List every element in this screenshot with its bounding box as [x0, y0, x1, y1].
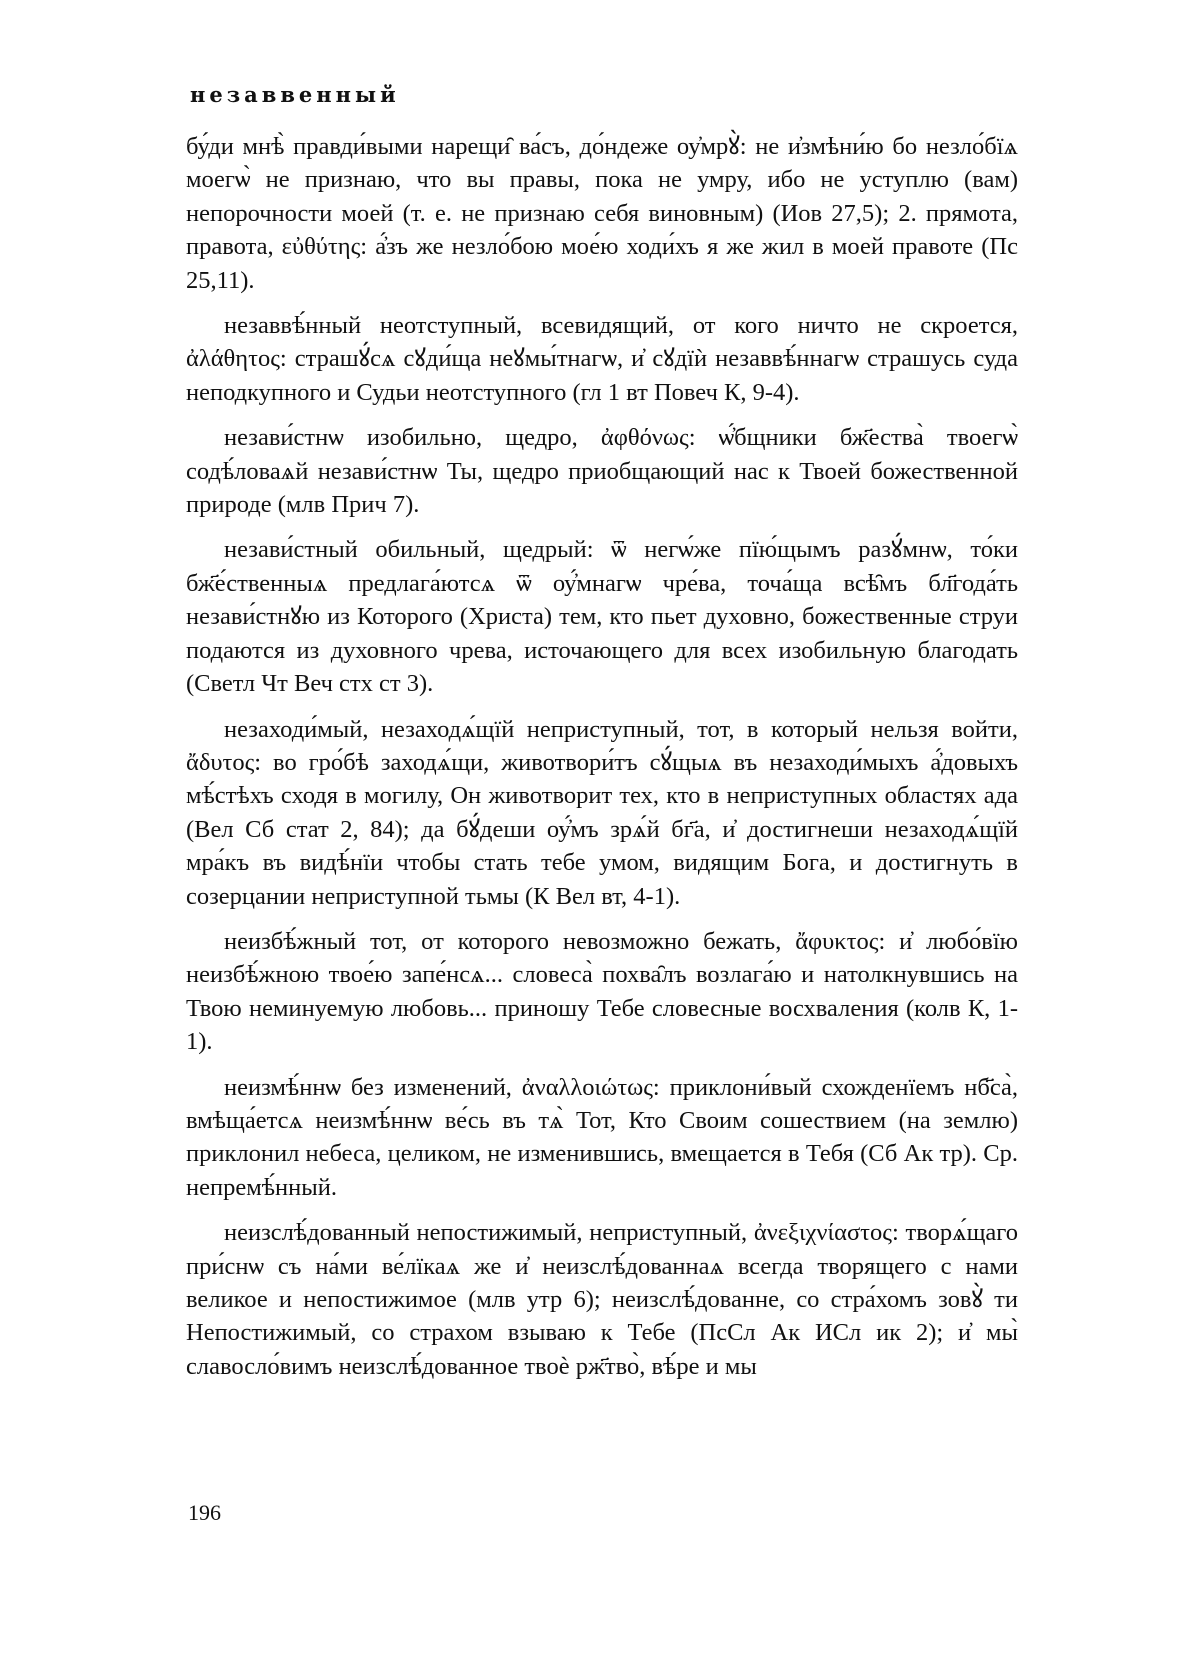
dictionary-entry: незави́стный обильный, щедрый: ѿ негѡ́же пїю́щымъ разꙋ́мнѡ, то́ки бж҃е́ственныѧ предлага́ютсѧ ѿ оу҆́мнагѡ чре́ва, точа́ща всѣ̑мъ бл҃года́ть незави́стнꙋю из Которого (Христа) тем, кто пьет духовно, божественные струи подаются из духовного чрева, источающего для всех изобильную благодать (Светл Чт Веч стх ст 3).: [186, 536, 1018, 698]
running-head: незаввенный: [190, 82, 400, 107]
dictionary-entries: [186, 130, 1018, 1395]
dictionary-entry: неизслѣ́дованный непостижимый, неприступный, ἀνεξιχνίαστος: творѧ́щаго при́снѡ съ на́ми ве́лїкаѧ же и҆ неизслѣ́дованнаѧ всегда творящего с нами великое и непостижимое (млв утр 6); неизслѣ́дованне, со стра́хомъ зовꙋ̀ ти Непостижимый, со страхом взываю к Тебе (ПсСл Ак ИСл ик 2); и҆ мы̀ славосло́вимъ неизслѣ́дованное твоѐ рж҃тво̀, вѣ́ре и мы: [186, 1219, 1018, 1380]
dictionary-entry: незаходи́мый, незаходѧ́щїй неприступный, тот, в который нельзя войти, ἄδυτος: во гро́бѣ заходѧ́щи, животвори́тъ сꙋ́щыѧ въ незаходи́мыхъ а҆́довыхъ мѣ́стѣхъ сходя в могилу, Он животворит тех, кто в неприступных областях ада (Вел Сб стат 2, 84); да бꙋ́деши оу҆́мъ зрѧ́й бг҃а, и҆ достигнеши незаходѧ́щїй мра́къ въ видѣ́нїи чтобы стать тебе умом, видящим Бога, и достигнуть в созерцании неприступной тьмы (К Вел вт, 4-1).: [186, 715, 1018, 910]
dictionary-entry: незави́стнѡ изобильно, щедро, ἀφθόνως: ѡ҆́бщники бж҃ества̀ твоегѡ̀ содѣ́ловаѧй незави́стнѡ Ты, щедро приобщающий нас к Твоей божественной природе (млв Прич 7).: [186, 424, 1018, 519]
dictionary-entry: бу́ди мнѣ̀ правди́выми нарещи̑ ва́съ, до́ндеже оу҆мрꙋ̀: не и҆змѣни́ю бо незло́бїѧ моегѡ̀ не признаю, что вы правы, пока не умру, ибо не уступлю (вам) непорочности моей (т. е. не признаю себя виновным) (Иов 27,5); 2. прямота, правота, εὐθύτης: а҆́зъ же незло́бою мое́ю ходи́хъ я же жил в моей правоте (Пс 25,11).: [186, 133, 1018, 294]
dictionary-entry: незаввѣ́нный неотступный, всевидящий, от кого ничто не скроется, ἀλάθητος: страшꙋ́сѧ сꙋди́ща неꙋмы́тнагѡ, и҆ сꙋдїѝ незаввѣ́ннагѡ страшусь суда неподкупного и Судьи неотступного (гл 1 вт Повеч К, 9-4).: [186, 312, 1018, 406]
dictionary-entry: неизбѣ́жный тот, от которого невозможно бежать, ἄφυκτος: и҆ любо́вїю неизбѣ́жною твое́ю запе́нсѧ... словеса̀ похва̑лъ возлага́ю и натолкнувшись на Твою неминуемую любовь... приношу Тебе словесные восхваления (колв К, 1-1).: [186, 927, 1018, 1056]
page-number: 196: [188, 1500, 221, 1525]
dictionary-entry: неизмѣ́ннѡ без изменений, ἀναλλοιώτως: приклони́вый схожденїемъ нб҃са̀, вмѣща́етсѧ неизмѣ́ннѡ ве́сь въ тѧ̀ Тот, Кто Своим сошествием (на землю) приклонил небеса, целиком, не изменившись, вмещается в Тебя (Сб Ак тр). Ср. непремѣ́нный.: [186, 1073, 1018, 1201]
